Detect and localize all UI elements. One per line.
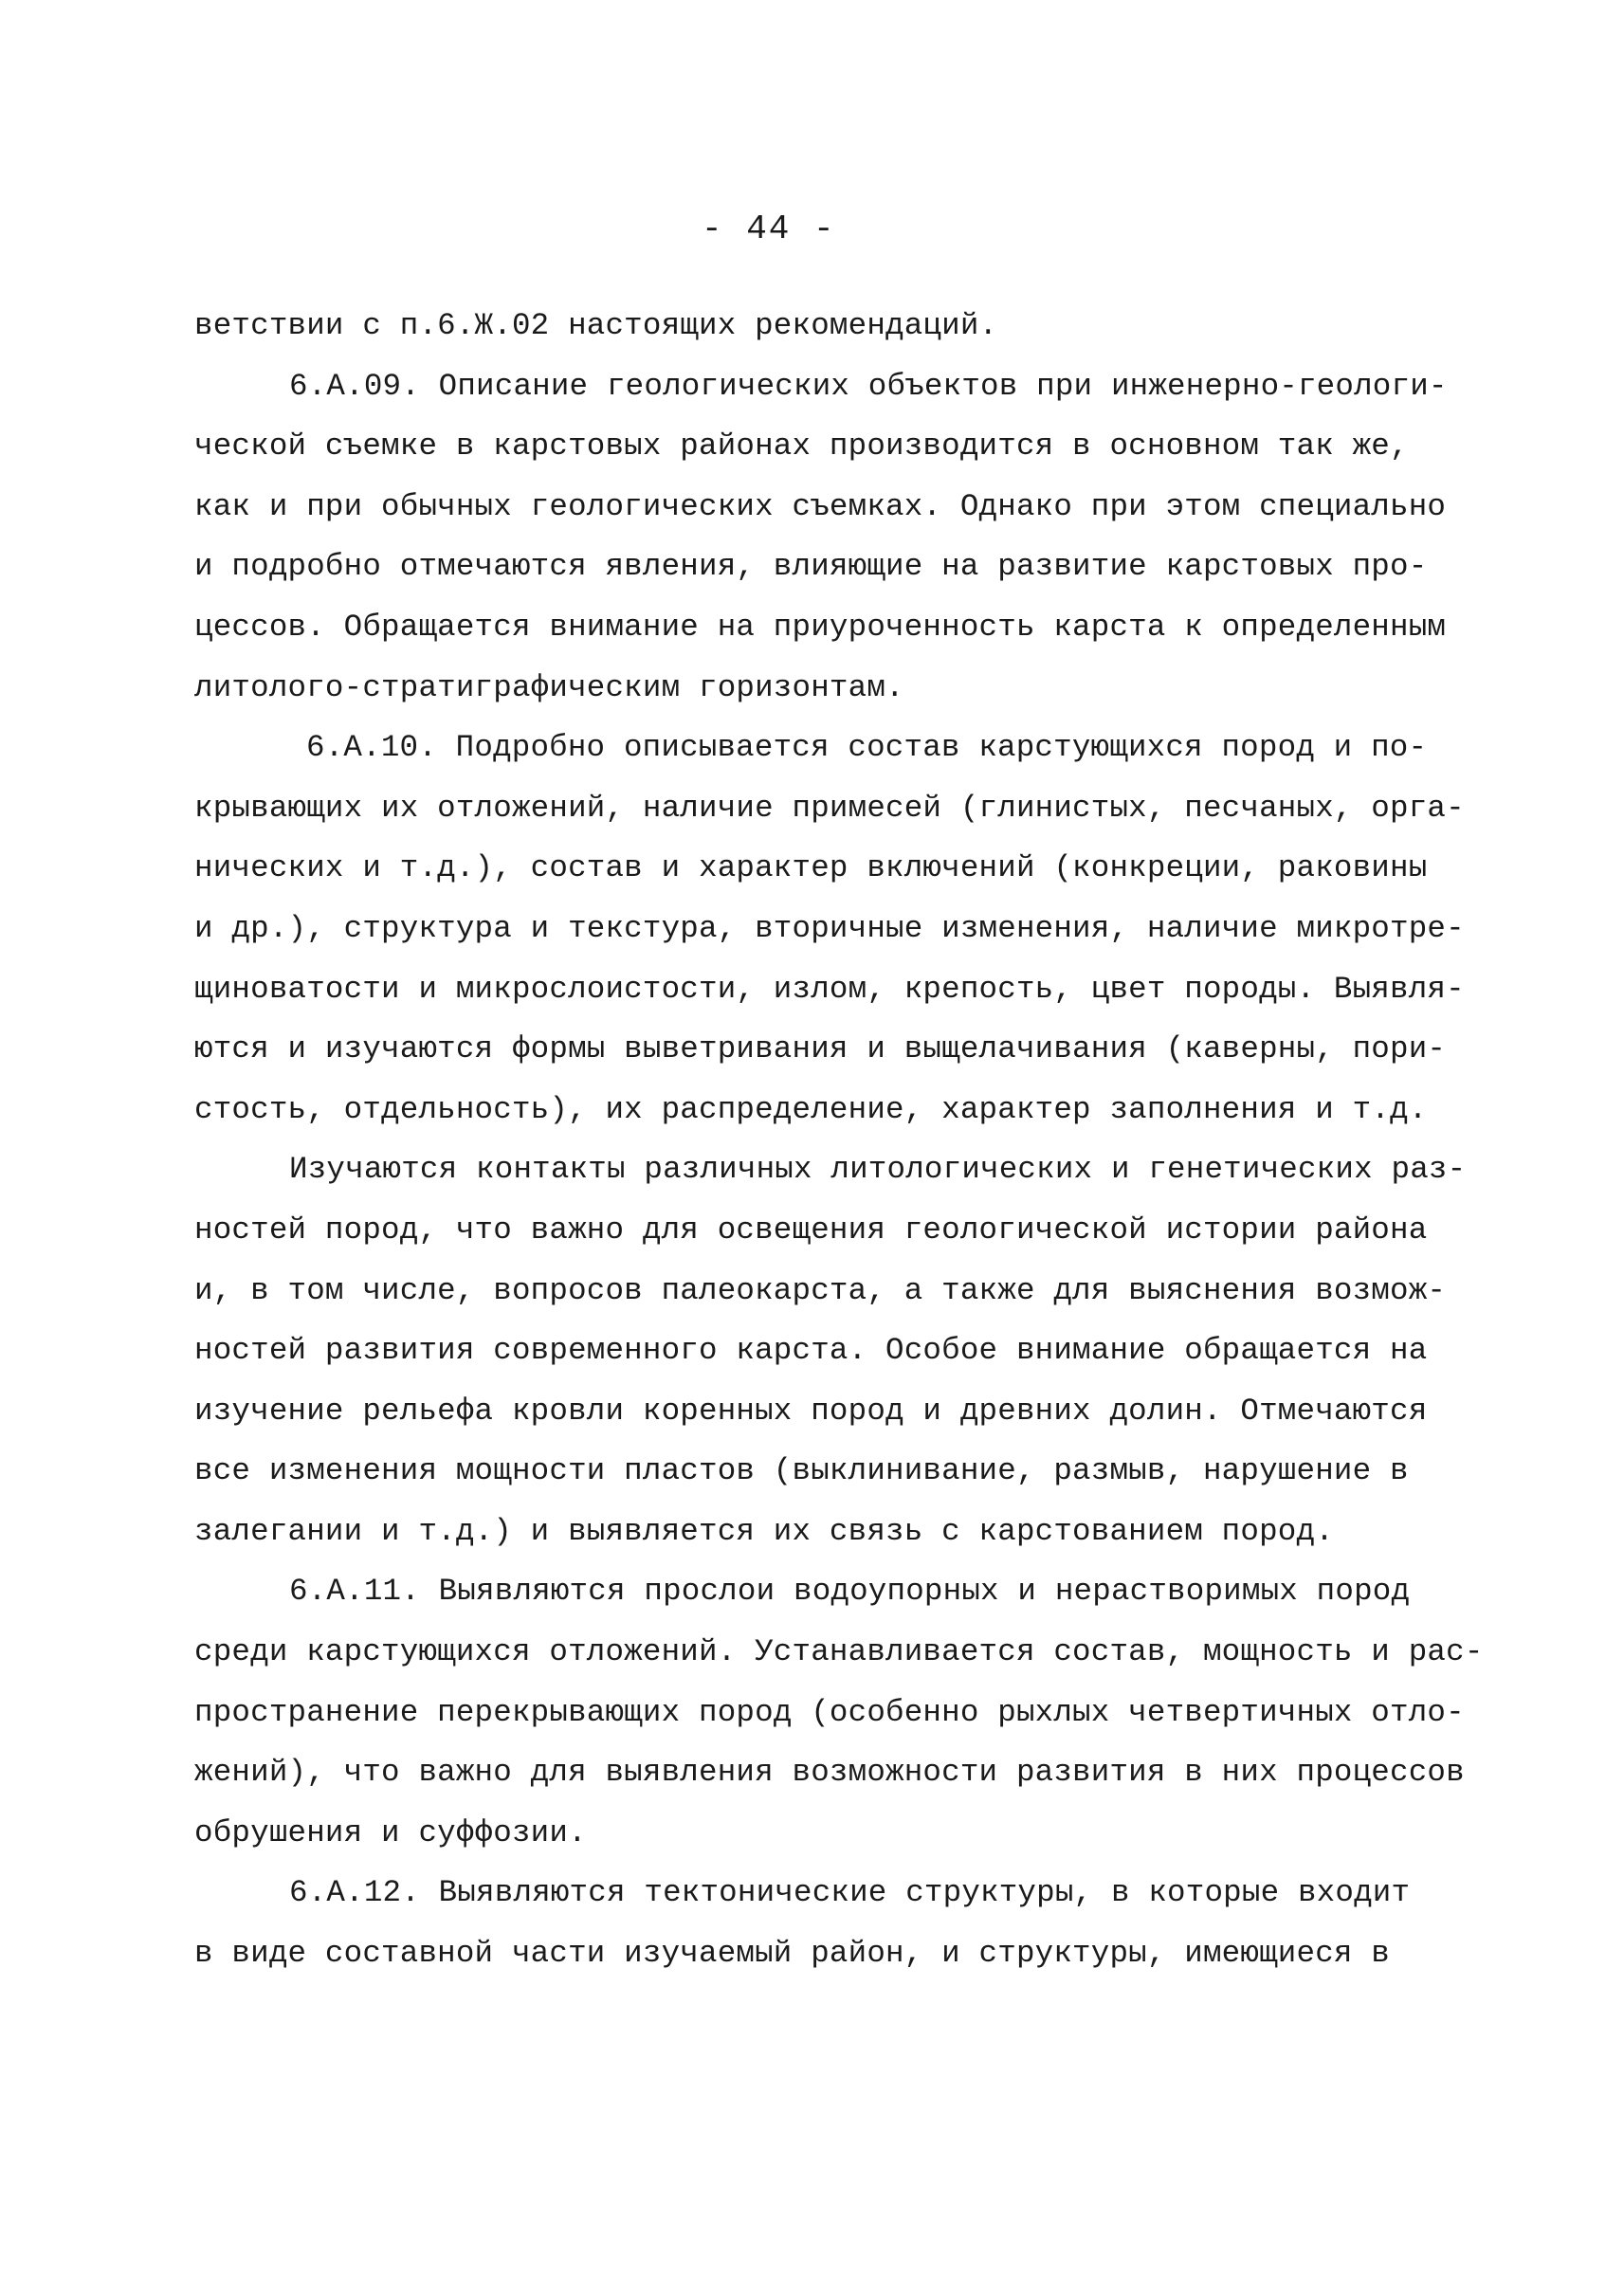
text-line: пространение перекрывающих пород (особенно рыхлых четвертичных отло- xyxy=(194,1694,1465,1730)
text-line: стость, отдельность), их распределение, характер заполнения и т.д. xyxy=(194,1091,1428,1127)
text-line: нических и т.д.), состав и характер включений (конкреции, раковины xyxy=(194,850,1428,886)
body-text xyxy=(194,296,1484,1984)
page-number: - 44 - xyxy=(702,210,836,248)
text-line: в виде составной части изучаемый район, и структуры, имеющиеся в xyxy=(194,1936,1391,1972)
text-line: и др.), структура и текстура, вторичные изменения, наличие микротре- xyxy=(194,910,1465,946)
text-line: и подробно отмечаются явления, влияющие на развитие карстовых про- xyxy=(194,549,1428,585)
text-line: жений), что важно для выявления возможности развития в них процессов xyxy=(194,1755,1465,1791)
text-line: щиноватости и микрослоистости, излом, крепость, цвет породы. Выявля- xyxy=(194,971,1465,1007)
text-line: ческой съемке в карстовых районах производится в основном так же, xyxy=(194,428,1409,465)
text-line: ветствии с п.6.Ж.02 настоящих рекомендаций. xyxy=(194,308,998,343)
text-line: как и при обычных геологических съемках. Однако при этом специально xyxy=(194,488,1447,524)
text-line: литолого-стратиграфическим горизонтам. xyxy=(194,669,904,705)
paragraph-start-6a11: 6.А.11. Выявляются прослои водоупорных и нерастворимых пород xyxy=(289,1574,1411,1610)
text-line: обрушения и суффозии. xyxy=(194,1814,587,1850)
text-line: цессов. Обращается внимание на приуроченность карста к определенным xyxy=(194,609,1447,645)
text-line: среди карстующихся отложений. Устанавливается состав, мощность и рас- xyxy=(194,1634,1484,1670)
text-line: изучение рельефа кровли коренных пород и древних долин. Отмечаются xyxy=(194,1393,1428,1429)
paragraph-start-6a10: 6.А.10. Подробно описывается состав карстующихся пород и по- xyxy=(306,730,1428,766)
paragraph-start-contacts: Изучаются контакты различных литологических и генетических раз- xyxy=(289,1152,1467,1188)
text-line: ностей пород, что важно для освещения геологической истории района xyxy=(194,1212,1428,1248)
text-line: ются и изучаются формы выветривания и выщелачивания (каверны, пори- xyxy=(194,1031,1447,1067)
text-line: все изменения мощности пластов (выклинивание, размыв, нарушение в xyxy=(194,1453,1409,1489)
text-line: крывающих их отложений, наличие примесей (глинистых, песчаных, орга- xyxy=(194,790,1465,826)
paragraph-start-6a09: 6.А.09. Описание геологических объектов при инженерно-геологи- xyxy=(289,368,1448,404)
paragraph-start-6a12: 6.А.12. Выявляются тектонические структуры, в которые входит xyxy=(289,1875,1411,1911)
text-line: ностей развития современного карста. Особое внимание обращается на xyxy=(194,1333,1428,1369)
text-line: залегании и т.д.) и выявляется их связь с карстованием пород. xyxy=(194,1513,1334,1549)
text-line: и, в том числе, вопросов палеокарста, а также для выяснения возмож- xyxy=(194,1272,1447,1308)
